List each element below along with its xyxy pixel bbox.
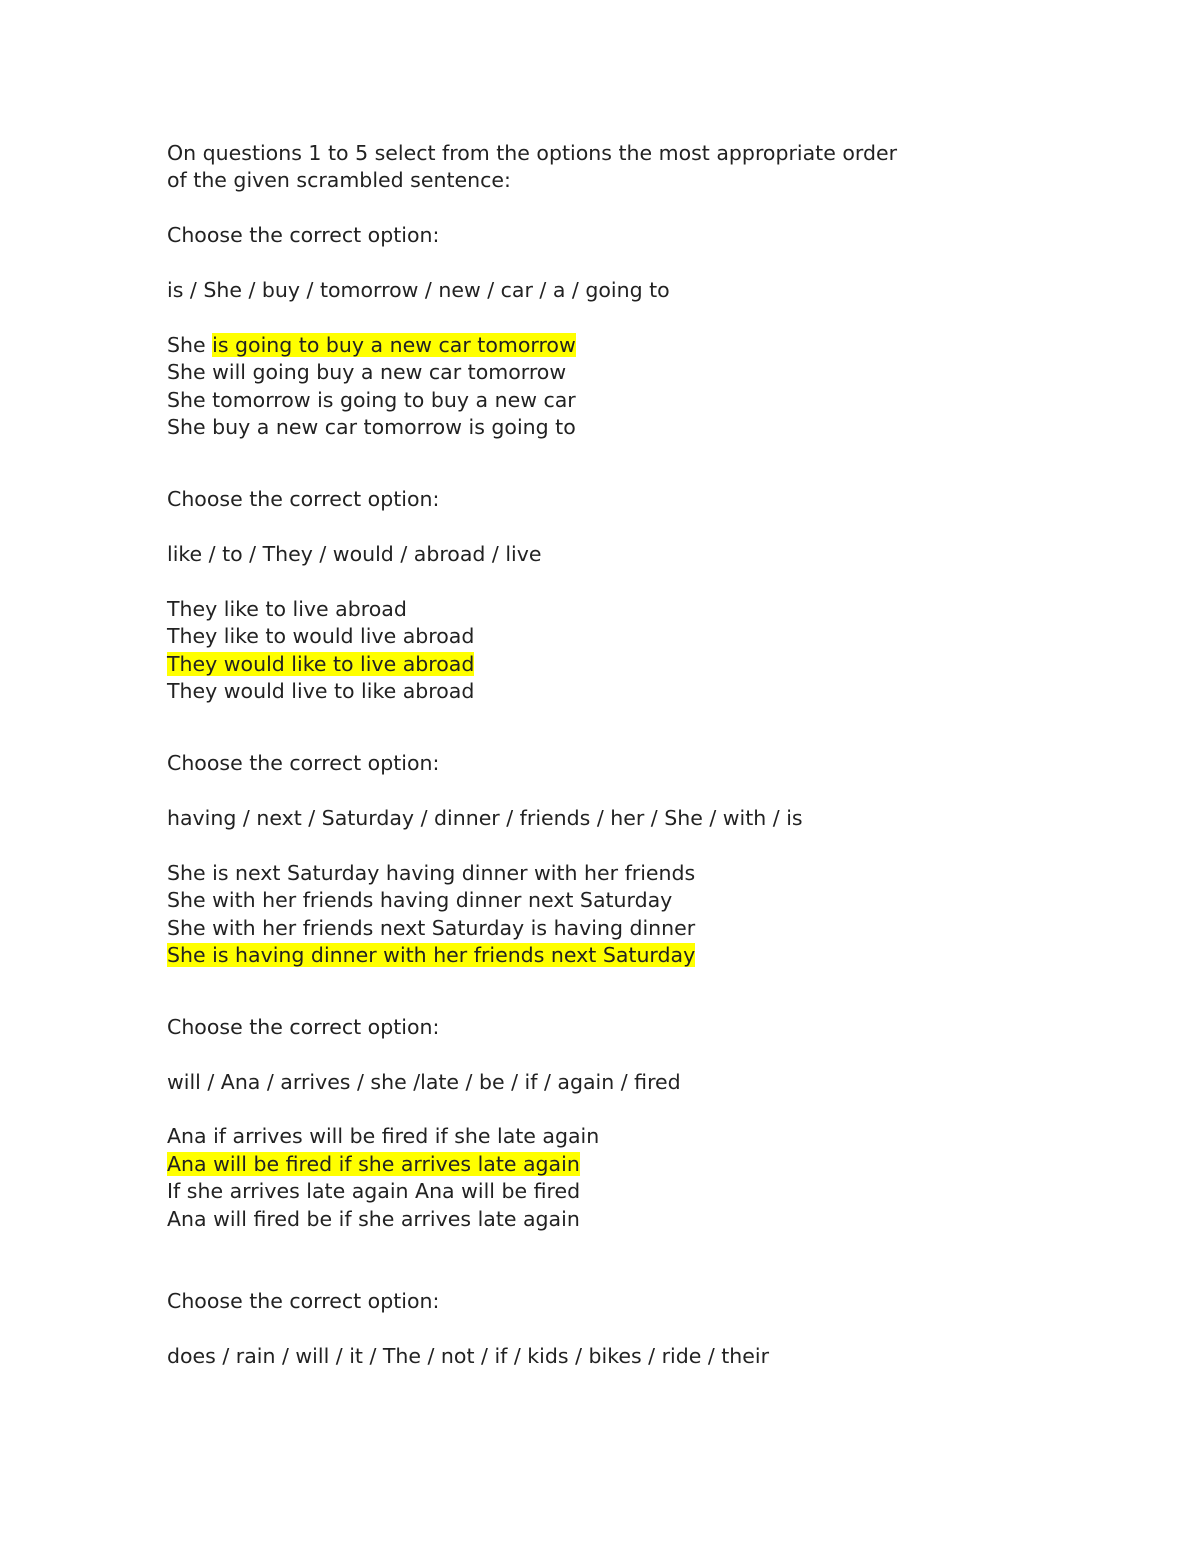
scrambled-sentence: will / Ana / arrives / she /late / be / if / again / fired: [167, 1070, 681, 1094]
option: She with her friends next Saturday is having dinner: [167, 916, 696, 940]
option: She with her friends having dinner next Saturday: [167, 888, 673, 912]
question-prompt: Choose the correct option:: [167, 223, 440, 247]
option-correct: [167, 331, 576, 359]
option-prefix: She: [167, 333, 213, 357]
scrambled-sentence: having / next / Saturday / dinner / friends / her / She / with / is: [167, 806, 803, 830]
option: She tomorrow is going to buy a new car: [167, 388, 576, 412]
question-prompt: Choose the correct option:: [167, 1015, 440, 1039]
question-prompt: Choose the correct option:: [167, 751, 440, 775]
option: They like to would live abroad: [167, 624, 475, 648]
option: They would live to like abroad: [167, 679, 475, 703]
option-correct: They would like to live abroad: [167, 652, 475, 676]
highlighted-answer: is going to buy a new car tomorrow: [212, 333, 576, 357]
question-prompt: Choose the correct option:: [167, 487, 440, 511]
scrambled-sentence: like / to / They / would / abroad / live: [167, 542, 542, 566]
option-correct: She is having dinner with her friends next Saturday: [167, 943, 696, 967]
scrambled-sentence: does / rain / will / it / The / not / if / kids / bikes / ride / their: [167, 1344, 770, 1368]
intro-line: On questions 1 to 5 select from the options the most appropriate order: [167, 141, 897, 165]
option: Ana will fired be if she arrives late again: [167, 1207, 580, 1231]
option: Ana if arrives will be fired if she late again: [167, 1124, 600, 1148]
option-correct: Ana will be fired if she arrives late again: [167, 1152, 580, 1176]
option: She is next Saturday having dinner with her friends: [167, 861, 696, 885]
scrambled-sentence: is / She / buy / tomorrow / new / car / a / going to: [167, 278, 670, 302]
option: She buy a new car tomorrow is going to: [167, 415, 576, 439]
question-prompt: Choose the correct option:: [167, 1289, 440, 1313]
option: She will going buy a new car tomorrow: [167, 360, 567, 384]
option: If she arrives late again Ana will be fired: [167, 1179, 581, 1203]
option: They like to live abroad: [167, 597, 407, 621]
intro-line: of the given scrambled sentence:: [167, 168, 511, 192]
